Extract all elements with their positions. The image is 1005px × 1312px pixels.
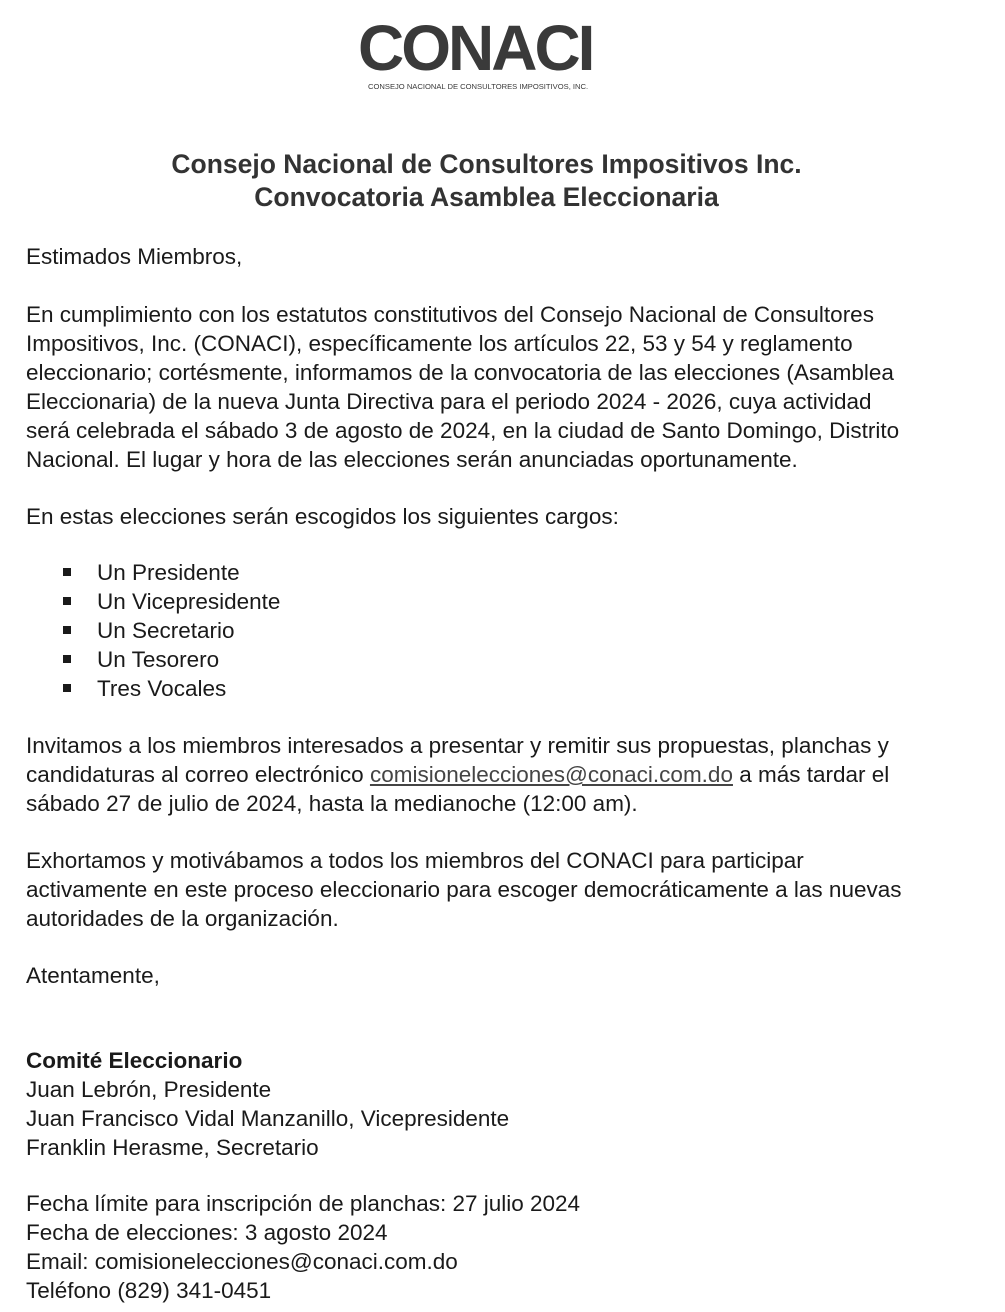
- committee-block: [26, 1046, 947, 1162]
- paragraph-line: Exhortamos y motivábamos a todos los miembros del CONACI para participar: [26, 848, 804, 873]
- committee-member: Juan Lebrón, Presidente: [26, 1077, 272, 1102]
- paragraph-line: [26, 760, 947, 789]
- text-segment: a más tardar el: [732, 762, 890, 787]
- paragraph-line: autoridades de la organización.: [26, 906, 339, 931]
- position-label: Un Vicepresidente: [97, 589, 281, 614]
- paragraph-line: será celebrada el sábado 3 de agosto de 2024, en la ciudad de Santo Domingo, Distrito: [26, 418, 900, 443]
- details-block: [26, 1189, 947, 1305]
- paragraph-line: Eleccionaria) de la nueva Junta Directiva para el periodo 2024 - 2026, cuya actividad: [26, 389, 872, 414]
- position-label: Tres Vocales: [97, 676, 227, 701]
- logo-tagline: CONSEJO NACIONAL DE CONSULTORES IMPOSITIVOS, INC.: [368, 82, 589, 91]
- list-item: [62, 645, 280, 674]
- text-segment: candidaturas al correo electrónico: [26, 762, 370, 787]
- committee-member: Franklin Herasme, Secretario: [26, 1135, 319, 1160]
- intro-paragraph: [26, 300, 947, 474]
- list-item: [62, 558, 280, 587]
- paragraph-line: Invitamos a los miembros interesados a presentar y remitir sus propuestas, planchas y: [26, 733, 889, 758]
- bullet-square-icon: [63, 597, 71, 605]
- detail-line: Fecha de elecciones: 3 agosto 2024: [26, 1220, 388, 1245]
- position-label: Un Tesorero: [97, 647, 220, 672]
- list-item: [62, 616, 280, 645]
- document-title: [0, 148, 973, 214]
- paragraph-line: eleccionario; cortésmente, informamos de la convocatoria de las elecciones (Asamblea: [26, 360, 894, 385]
- exhort-paragraph: [26, 846, 947, 933]
- bullet-square-icon: [63, 684, 71, 692]
- detail-line: Email: comisionelecciones@conaci.com.do: [26, 1249, 458, 1274]
- position-label: Un Presidente: [97, 560, 240, 585]
- title-line-1: Consejo Nacional de Consultores Impositivos Inc.: [171, 149, 802, 179]
- bullet-square-icon: [63, 626, 71, 634]
- title-line-2: Convocatoria Asamblea Eleccionaria: [254, 182, 719, 212]
- bullet-square-icon: [63, 655, 71, 663]
- committee-member: Juan Francisco Vidal Manzanillo, Vicepresidente: [26, 1106, 510, 1131]
- detail-line: Fecha límite para inscripción de planchas: 27 julio 2024: [26, 1191, 581, 1216]
- committee-heading: Comité Eleccionario: [26, 1048, 243, 1073]
- paragraph-line: Impositivos, Inc. (CONACI), específicamente los artículos 22, 53 y 54 y reglamento: [26, 331, 853, 356]
- position-label: Un Secretario: [97, 618, 235, 643]
- paragraph-line: activamente en este proceso eleccionario para escoger democráticamente a las nuevas: [26, 877, 902, 902]
- paragraph-line: sábado 27 de julio de 2024, hasta la medianoche (12:00 am).: [26, 791, 638, 816]
- detail-line: Teléfono (829) 341-0451: [26, 1278, 272, 1303]
- logo-wordmark: CONACI: [358, 14, 593, 84]
- email-link[interactable]: comisionelecciones@conaci.com.do: [369, 762, 733, 787]
- list-item: [62, 587, 280, 616]
- list-item: [62, 674, 280, 703]
- bullet-square-icon: [63, 568, 71, 576]
- paragraph-line: En cumplimiento con los estatutos constitutivos del Consejo Nacional de Consultores: [26, 302, 874, 327]
- paragraph-line: Nacional. El lugar y hora de las elecciones serán anunciadas oportunamente.: [26, 447, 798, 472]
- positions-intro: En estas elecciones serán escogidos los siguientes cargos:: [26, 504, 619, 529]
- closing: Atentamente,: [26, 963, 160, 988]
- conaci-logo: [356, 14, 636, 94]
- positions-list: [62, 558, 280, 703]
- greeting: Estimados Miembros,: [26, 244, 243, 269]
- invitation-paragraph: [26, 731, 947, 818]
